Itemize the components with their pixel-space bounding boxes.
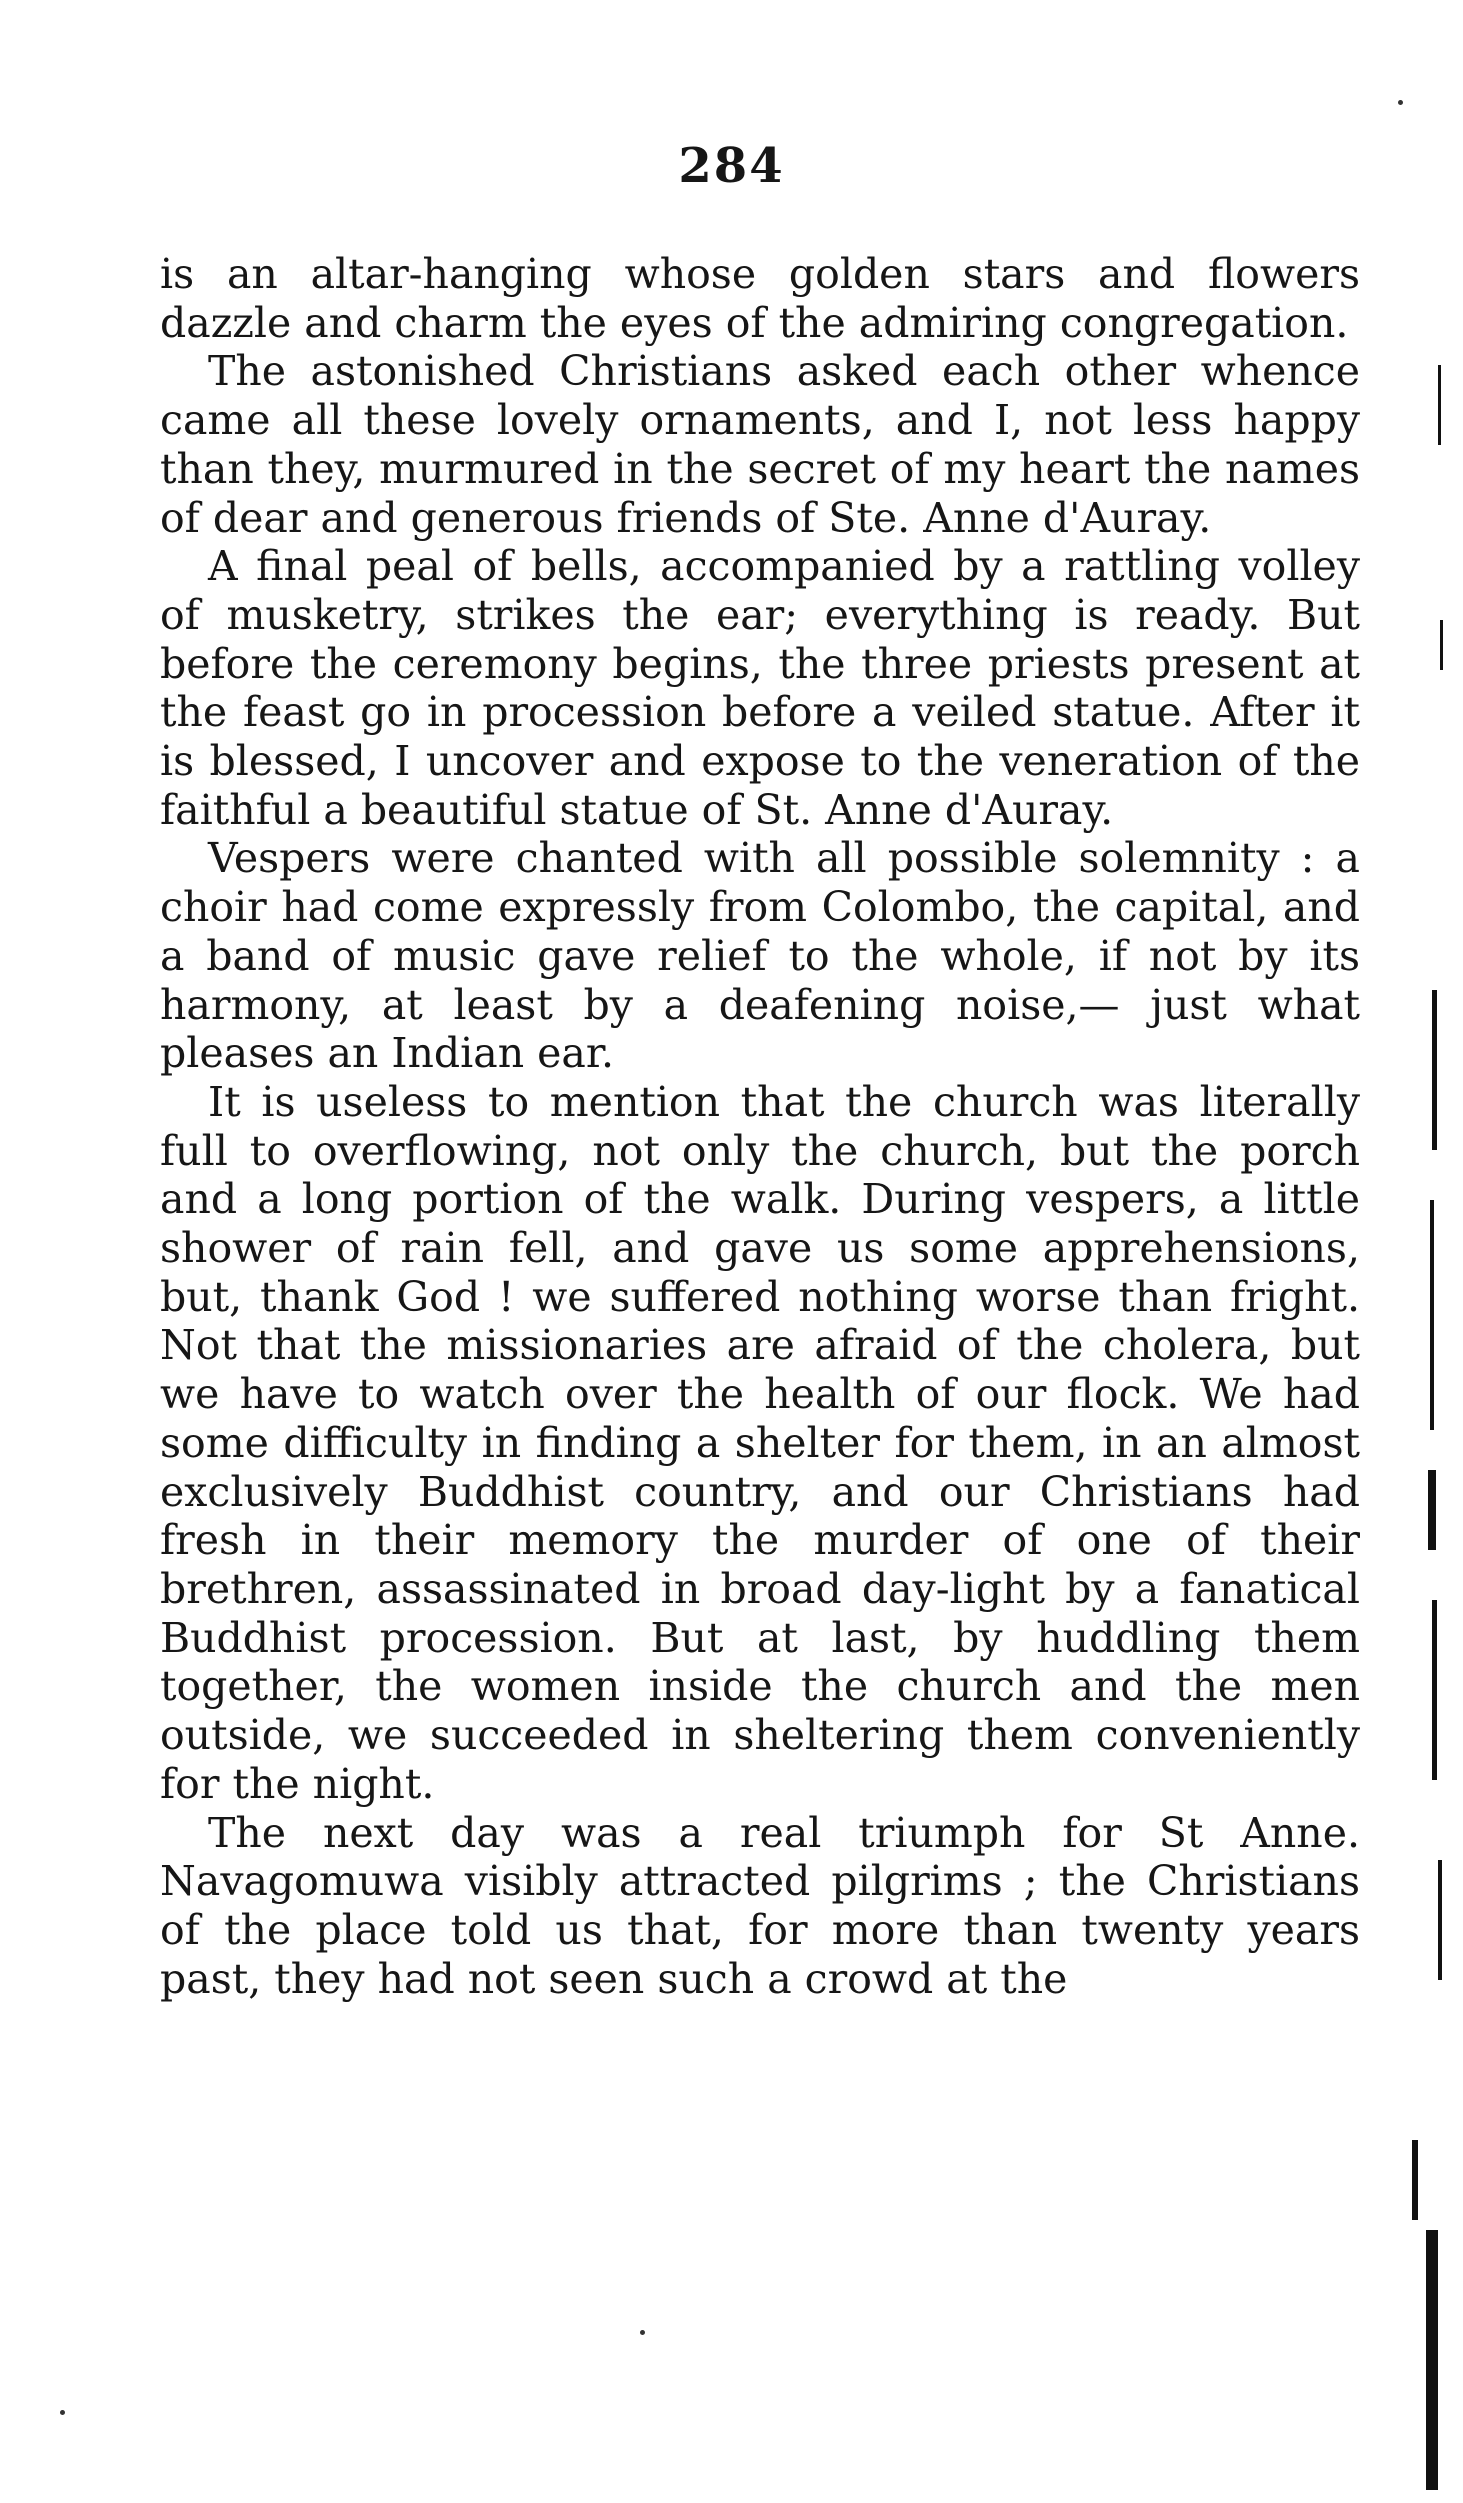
page-speck bbox=[1398, 100, 1403, 105]
page-edge-mark bbox=[1430, 1200, 1434, 1430]
body-text bbox=[160, 250, 1360, 2003]
paragraph: is an altar-hanging whose golden stars and flowers dazzle and charm the eyes of the admiring congregation. bbox=[160, 250, 1360, 347]
page-edge-mark bbox=[1438, 365, 1441, 445]
page-speck bbox=[60, 2410, 65, 2415]
page-number: 284 bbox=[678, 138, 785, 194]
paragraph: The astonished Christians asked each other whence came all these lovely ornaments, and I, not less happy than they, murmured in the secret of my heart the names of dear and generous friends of Ste. Anne d'Auray. bbox=[160, 347, 1360, 542]
page-edge-mark bbox=[1432, 990, 1437, 1150]
page-speck bbox=[640, 2330, 645, 2335]
page-edge-mark bbox=[1440, 620, 1443, 670]
page-edge-mark bbox=[1412, 2140, 1418, 2220]
page-edge-mark bbox=[1426, 2230, 1438, 2490]
page-edge-mark bbox=[1428, 1470, 1436, 1550]
page-edge-mark bbox=[1432, 1600, 1437, 1780]
paragraph: A final peal of bells, accompanied by a rattling volley of musketry, strikes the ear; everything is ready. But before the ceremony begins, the three priests present at the feast go in procession before a veiled statue. After it is blessed, I uncover and expose to the veneration of the faithful a beautiful statue of St. Anne d'Auray. bbox=[160, 542, 1360, 834]
paragraph: It is useless to mention that the church was literally full to overflowing, not only the church, but the porch and a long portion of the walk. During vespers, a little shower of rain fell, and gave us some apprehensions, but, thank God ! we suffered nothing worse than fright. Not that the missionaries are afraid of the cholera, but we have to watch over the health of our flock. We had some difficulty in finding a shelter for them, in an almost exclusively Buddhist country, and our Christians had fresh in their memory the murder of one of their brethren, assassinated in broad day-light by a fanatical Buddhist procession. But at last, by huddling them together, the women inside the church and the men outside, we succeeded in sheltering them conveniently for the night. bbox=[160, 1077, 1360, 1808]
paragraph: The next day was a real triumph for St Anne. Navagomuwa visibly attracted pilgrims ; the Christians of the place told us that, for more than twenty years past, they had not seen such a crowd at the bbox=[160, 1808, 1360, 2003]
page-edge-mark bbox=[1438, 1860, 1442, 1980]
paragraph: Vespers were chanted with all possible solemnity : a choir had come expressly from Colombo, the capital, and a band of music gave relief to the whole, if not by its harmony, at least by a deafening noise,— just what pleases an Indian ear. bbox=[160, 834, 1360, 1078]
